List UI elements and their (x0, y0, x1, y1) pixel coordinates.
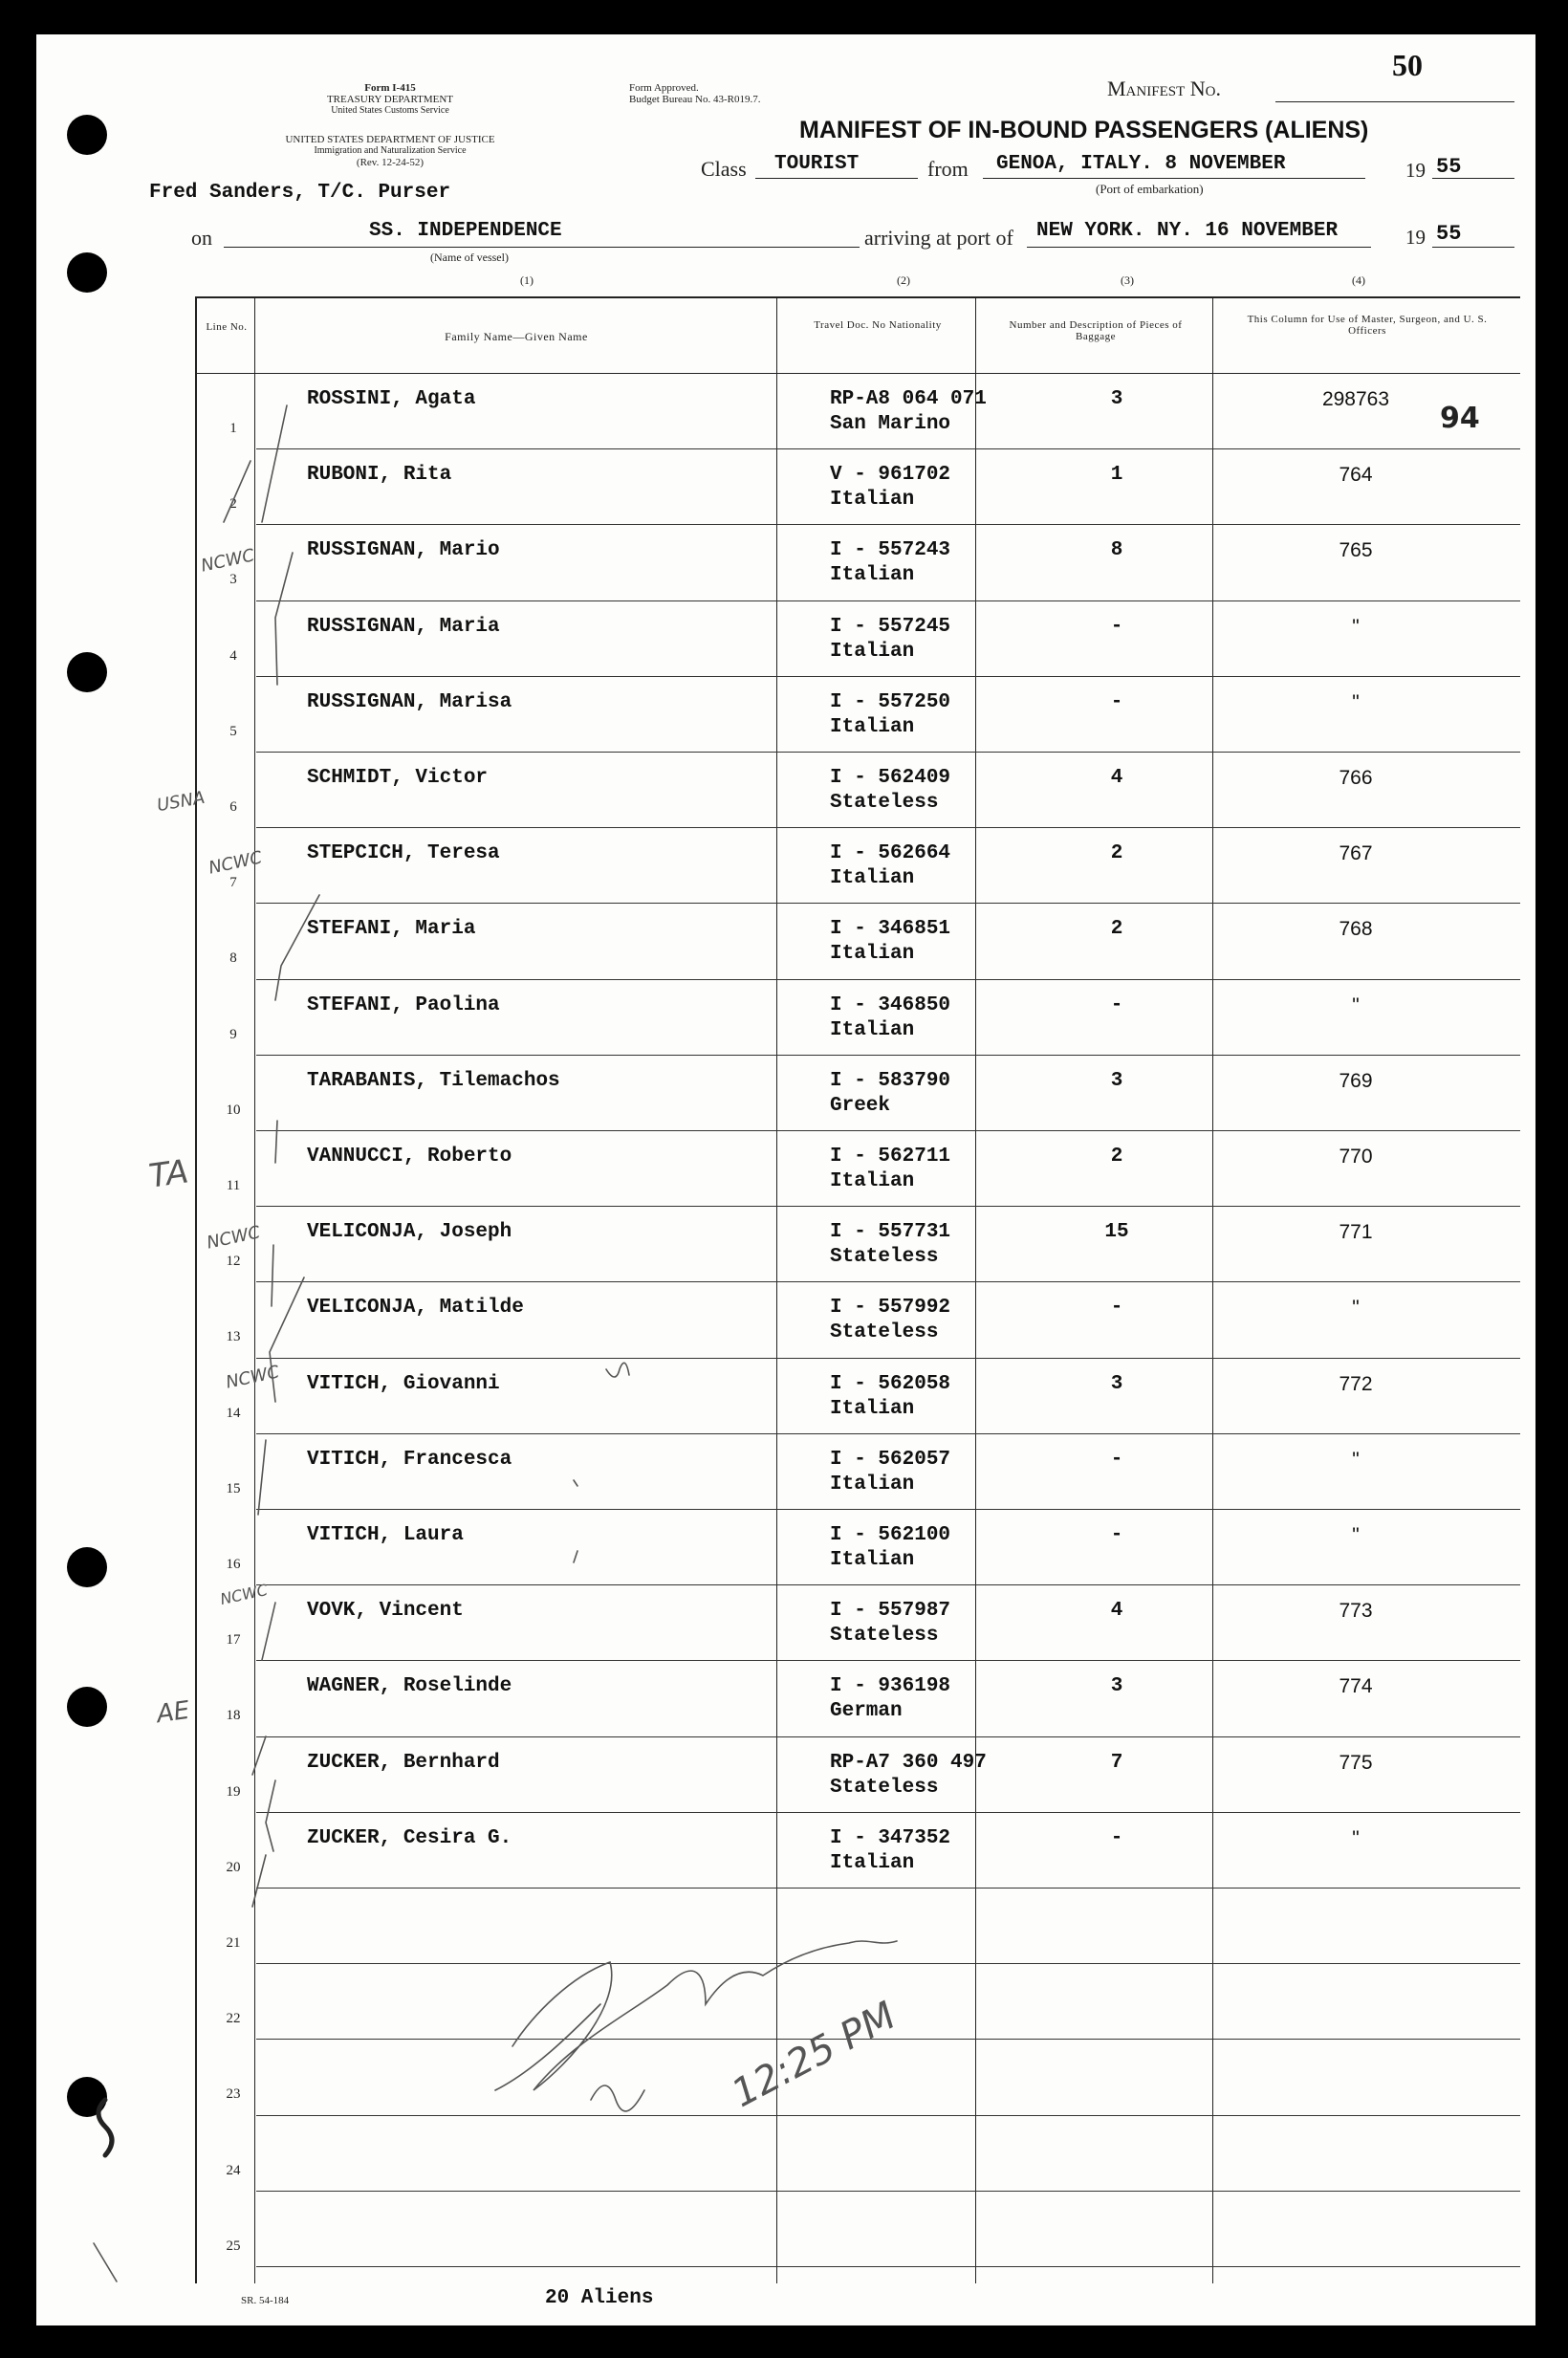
arriving-year-prefix: 19 (1405, 226, 1426, 249)
baggage-count: 2 (1110, 842, 1123, 865)
page-number: 50 (1392, 48, 1423, 82)
year-prefix: 19 (1405, 159, 1426, 182)
nationality: Stateless (830, 1246, 939, 1269)
travel-doc-number: I - 557987 (830, 1600, 951, 1623)
baggage-count: 8 (1110, 539, 1123, 562)
nationality: Italian (830, 489, 915, 512)
passenger-name: RUSSIGNAN, Maria (307, 615, 500, 638)
passenger-name: VOVK, Vincent (307, 1600, 464, 1623)
rev-label: (Rev. 12-24-52) (356, 157, 425, 168)
signature-scribble (512, 1941, 897, 2090)
travel-doc-number: I - 346851 (830, 918, 951, 941)
baggage-count: 2 (1110, 918, 1123, 941)
initial-mark (574, 1551, 577, 1562)
passenger-name: ZUCKER, Cesira G. (307, 1826, 512, 1849)
check-mark (262, 1603, 275, 1660)
class-value: TOURIST (774, 153, 860, 175)
nationality: Greek (830, 1094, 891, 1117)
col-number-2: (2) (897, 273, 910, 287)
passenger-name: VITICH, Laura (307, 1524, 464, 1546)
passenger-name: RUSSIGNAN, Marisa (307, 690, 512, 713)
baggage-count: 3 (1110, 1069, 1123, 1092)
from-value: GENOA, ITALY. 8 NOVEMBER (996, 153, 1286, 175)
customs-label: United States Customs Service (331, 105, 449, 116)
check-mark (275, 553, 293, 685)
form-approved: Form Approved. (629, 82, 699, 94)
officer-number: 769 (1339, 1069, 1373, 1092)
travel-doc-number: I - 562057 (830, 1448, 951, 1471)
line-number: 3 (229, 572, 237, 588)
from-label: from (927, 157, 969, 181)
manifest-title: MANIFEST OF IN-BOUND PASSENGERS (ALIENS) (799, 117, 1369, 143)
passenger-name: STEPCICH, Teresa (307, 842, 500, 865)
baggage-count: - (1110, 1524, 1123, 1546)
line-number: 24 (226, 2162, 241, 2178)
nationality: Stateless (830, 1321, 939, 1344)
col-header-line-no: Line No. (206, 321, 248, 333)
class-label: Class (701, 157, 747, 181)
travel-doc-number: I - 562058 (830, 1372, 951, 1395)
ink-marks (36, 34, 1535, 2325)
nationality: Italian (830, 715, 915, 738)
nationality: Stateless (830, 792, 939, 814)
officer-number: 772 (1339, 1372, 1373, 1395)
travel-doc-number: I - 562664 (830, 842, 951, 865)
travel-doc-number: I - 557731 (830, 1221, 951, 1244)
check-mark (266, 1780, 275, 1851)
passenger-name: ROSSINI, Agata (307, 388, 476, 410)
treasury-label: TREASURY DEPARTMENT (326, 94, 454, 105)
officer-number: 766 (1339, 767, 1373, 789)
officer-number: 765 (1339, 539, 1373, 562)
passenger-name: VELICONJA, Matilde (307, 1297, 524, 1320)
budget-bureau: Budget Bureau No. 43-R019.7. (629, 94, 761, 105)
line-number: 11 (226, 1178, 241, 1193)
baggage-count: - (1110, 993, 1123, 1016)
travel-doc-number: I - 557250 (830, 690, 951, 713)
justice-label: UNITED STATES DEPARTMENT OF JUSTICE (285, 134, 495, 145)
line-number: 12 (226, 1254, 241, 1270)
nationality: San Marino (830, 413, 951, 435)
col-number-1: (1) (520, 273, 534, 287)
travel-doc-number: I - 557992 (830, 1297, 951, 1320)
travel-doc-number: I - 562100 (830, 1524, 951, 1546)
col-header-travel: Travel Doc. No Nationality (814, 319, 942, 331)
line-number: 25 (226, 2238, 241, 2254)
baggage-count: 7 (1110, 1751, 1123, 1774)
line-number: 4 (229, 647, 237, 664)
handwritten-note: NCWC (199, 545, 256, 577)
baggage-count: 3 (1110, 1372, 1123, 1395)
baggage-count: 4 (1110, 1600, 1123, 1623)
nationality: Italian (830, 640, 915, 663)
baggage-count: 3 (1110, 388, 1123, 410)
travel-doc-number: I - 557243 (830, 539, 951, 562)
line-number: 22 (226, 2011, 241, 2027)
passenger-name: ZUCKER, Bernhard (307, 1751, 500, 1774)
nationality: Italian (830, 1397, 915, 1420)
line-number: 19 (226, 1783, 241, 1800)
footer-total: 20 Aliens (545, 2287, 654, 2309)
travel-doc-number: I - 562409 (830, 767, 951, 789)
baggage-count: 3 (1110, 1675, 1123, 1698)
baggage-count: 1 (1110, 464, 1123, 487)
line-number: 7 (229, 875, 237, 891)
handwritten-note: NCWC (207, 847, 264, 879)
line-number: 1 (229, 421, 237, 436)
col-number-3: (3) (1121, 273, 1134, 287)
officer-number: " (1352, 615, 1360, 638)
initial-mark (574, 1480, 577, 1486)
baggage-count: 15 (1104, 1221, 1129, 1244)
margin-note: 94 (1440, 402, 1480, 435)
officer-number: 768 (1339, 918, 1373, 941)
line-number: 8 (229, 950, 237, 967)
port-caption: (Port of embarkation) (1096, 182, 1204, 196)
officer-number: " (1352, 993, 1360, 1016)
travel-doc-number: RP-A7 360 497 (830, 1751, 987, 1774)
col-header-officers: This Column for Use of Master, Surgeon, and U. S. Officers (1247, 314, 1488, 337)
nationality: Italian (830, 1170, 915, 1192)
passenger-name: STEFANI, Paolina (307, 993, 500, 1016)
on-label: on (191, 226, 212, 250)
travel-doc-number: I - 557245 (830, 615, 951, 638)
vessel-name: SS. INDEPENDENCE (369, 220, 562, 242)
col-header-baggage: Number and Description of Pieces of Baggage (1009, 319, 1183, 342)
officer-number: 773 (1339, 1600, 1373, 1623)
officer-number: 771 (1339, 1221, 1373, 1244)
passenger-name: RUSSIGNAN, Mario (307, 539, 500, 562)
travel-doc-number: I - 583790 (830, 1069, 951, 1092)
year-value: 55 (1436, 155, 1462, 179)
check-mark (270, 1277, 304, 1402)
nationality: Italian (830, 943, 915, 966)
nationality: Italian (830, 564, 915, 587)
signature-scribble (591, 2085, 644, 2111)
travel-doc-number: I - 562711 (830, 1146, 951, 1168)
handwritten-note: USNA (155, 787, 207, 817)
nationality: Stateless (830, 1776, 939, 1799)
line-number: 5 (229, 723, 237, 739)
purser: Fred Sanders, T/C. Purser (149, 182, 451, 204)
col-number-4: (4) (1352, 273, 1365, 287)
nationality: German (830, 1700, 903, 1723)
passenger-name: VITICH, Francesca (307, 1448, 512, 1471)
nationality: Italian (830, 1549, 915, 1571)
nationality: Italian (830, 1851, 915, 1874)
check-mark (252, 1855, 266, 1907)
check-mark (275, 1121, 277, 1163)
check-mark (272, 1245, 273, 1306)
line-number: 14 (226, 1405, 241, 1421)
arriving-value: NEW YORK. NY. 16 NOVEMBER (1036, 220, 1339, 242)
check-mark (224, 461, 250, 522)
officer-number: 775 (1339, 1751, 1373, 1774)
officer-number: " (1352, 1524, 1360, 1546)
line-number: 15 (226, 1480, 241, 1496)
check-mark (252, 1736, 266, 1775)
travel-doc-number: I - 936198 (830, 1675, 951, 1698)
passenger-name: TARABANIS, Tilemachos (307, 1069, 560, 1092)
officer-number: " (1352, 690, 1360, 713)
nationality: Italian (830, 867, 915, 890)
line-number: 18 (226, 1708, 241, 1724)
line-number: 6 (229, 799, 237, 815)
officer-number: 770 (1339, 1146, 1373, 1168)
baggage-count: - (1110, 1826, 1123, 1849)
officer-number: 298763 (1321, 388, 1390, 410)
baggage-count: - (1110, 615, 1123, 638)
manifest-page (36, 34, 1535, 2325)
margin-mark (94, 2243, 117, 2282)
baggage-count: - (1110, 690, 1123, 713)
initial-mark (606, 1363, 629, 1377)
passenger-name: SCHMIDT, Victor (307, 767, 489, 789)
baggage-count: - (1110, 1448, 1123, 1471)
manifest-no-label: Manifest No. (1107, 76, 1221, 100)
officer-number: " (1352, 1297, 1360, 1320)
signature-scribble (495, 2004, 600, 2090)
line-number: 21 (226, 1935, 241, 1951)
passenger-name: VITICH, Giovanni (307, 1372, 500, 1395)
arriving-year-value: 55 (1436, 222, 1462, 246)
handwritten-note: TA (146, 1152, 191, 1196)
handwritten-note: AE (155, 1695, 192, 1730)
travel-doc-number: V - 961702 (830, 464, 951, 487)
check-mark (275, 895, 319, 1000)
line-number: 20 (226, 1859, 241, 1875)
margin-mark (98, 2100, 112, 2155)
nationality: Italian (830, 1018, 915, 1041)
line-number: 2 (229, 496, 237, 513)
handwritten-note: NCWC (218, 1580, 270, 1609)
passenger-name: WAGNER, Roselinde (307, 1675, 512, 1698)
passenger-name: STEFANI, Maria (307, 918, 476, 941)
travel-doc-number: RP-A8 064 071 (830, 388, 987, 410)
baggage-count: 4 (1110, 767, 1123, 789)
vessel-caption: (Name of vessel) (430, 251, 509, 264)
immigration-label: Immigration and Naturalization Service (314, 145, 467, 156)
officer-number: 767 (1339, 842, 1373, 865)
baggage-count: 2 (1110, 1146, 1123, 1168)
line-number: 17 (226, 1632, 241, 1648)
check-mark (258, 1440, 266, 1515)
check-mark (262, 405, 287, 522)
col-header-name: Family Name—Given Name (445, 330, 588, 343)
officer-number: " (1352, 1826, 1360, 1849)
nationality: Stateless (830, 1625, 939, 1648)
nationality: Italian (830, 1473, 915, 1496)
line-number: 10 (226, 1102, 241, 1118)
baggage-count: - (1110, 1297, 1123, 1320)
travel-doc-number: I - 346850 (830, 993, 951, 1016)
form-number: Form I-415 (364, 82, 416, 94)
officer-number: 764 (1339, 464, 1373, 487)
arriving-label: arriving at port of (864, 226, 1013, 250)
officer-number: " (1352, 1448, 1360, 1471)
handwritten-time-note: 12:25 PM (725, 1993, 904, 2117)
travel-doc-number: I - 347352 (830, 1826, 951, 1849)
officer-number: 774 (1339, 1675, 1373, 1698)
line-number: 13 (226, 1329, 241, 1345)
handwritten-note: NCWC (224, 1362, 281, 1393)
line-number: 9 (229, 1026, 237, 1042)
line-number: 16 (226, 1557, 241, 1572)
handwritten-note: NCWC (205, 1222, 262, 1254)
footer-code: SR. 54-184 (241, 2295, 290, 2306)
line-number: 23 (226, 2086, 241, 2103)
passenger-name: VANNUCCI, Roberto (307, 1146, 512, 1168)
passenger-name: RUBONI, Rita (307, 464, 452, 487)
passenger-name: VELICONJA, Joseph (307, 1221, 512, 1244)
